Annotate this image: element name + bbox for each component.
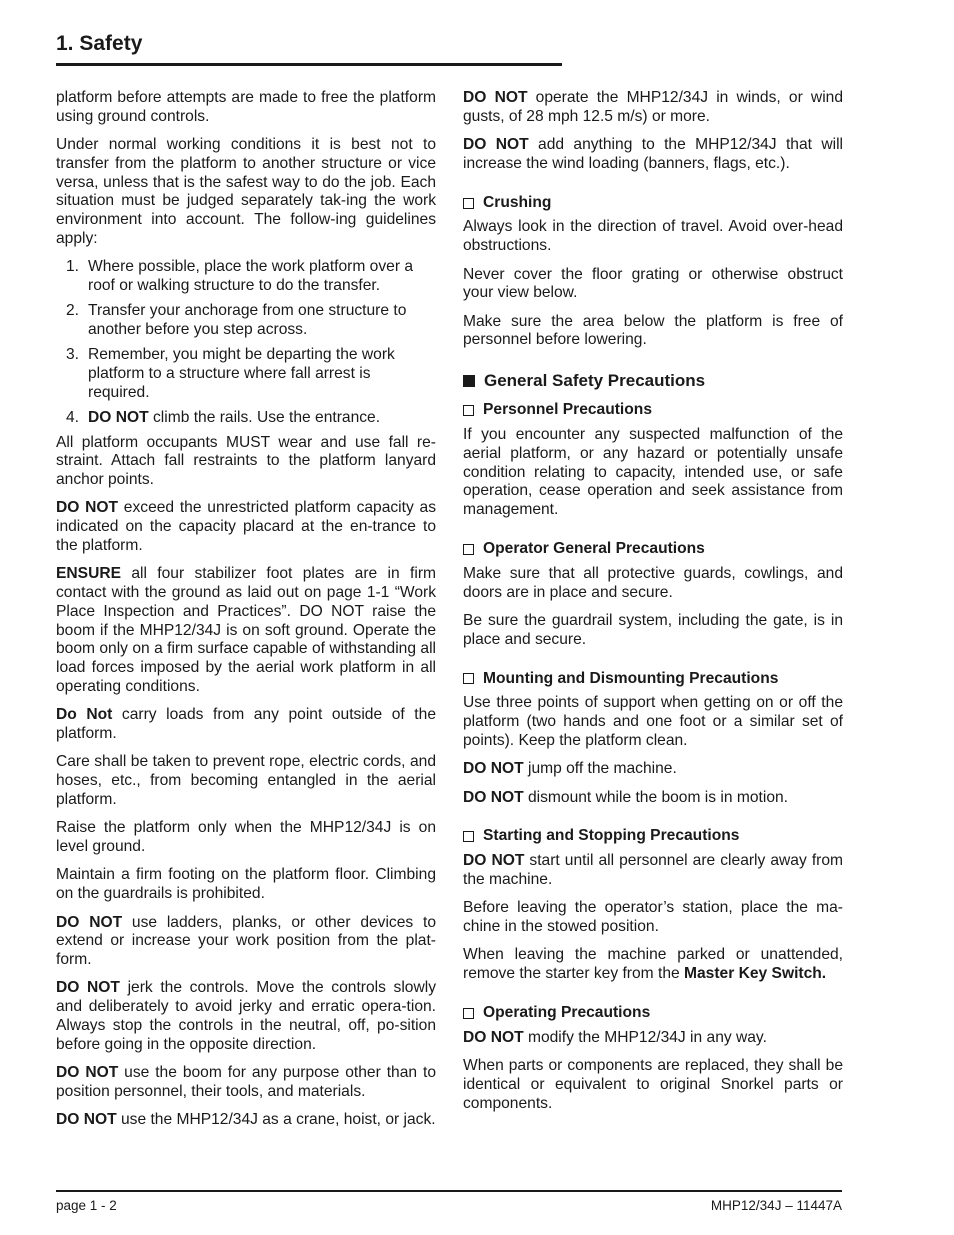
paragraph: DO NOT modify the MHP12/34J in any way. bbox=[463, 1028, 767, 1046]
list-item bbox=[56, 346, 436, 402]
emphasis: DO NOT bbox=[56, 499, 119, 517]
list-text: Remember, you might be departing the work platform to a structure where fall arrest is required. bbox=[88, 345, 395, 401]
page-title: 1. Safety bbox=[56, 32, 143, 55]
personnel-heading: Personnel Precautions bbox=[463, 401, 843, 420]
checkbox-square-icon bbox=[463, 831, 474, 842]
paragraph: ENSURE all four stabilizer foot plates are in firm contact with the ground as laid out on page 1-1 “Work Place Inspection and Practices”. DO NOT raise the boom if the MHP12/34J is on soft ground. Operate the boom only on a firm surface capable of withstanding all load forces imposed by the aerial work platform in all operating conditions. bbox=[56, 565, 436, 696]
paragraph: DO NOT jerk the controls. Move the controls slowly and deliberately to avoid jerky and erratic opera-tion. Always stop the controls in the neutral, off, po-sition before going in the opposite direction. bbox=[56, 979, 437, 1053]
paragraph: Care shall be taken to prevent rope, electric cords, and hoses, etc., from becoming entangled in the aerial platform. bbox=[56, 753, 436, 809]
operator-heading: Operator General Precautions bbox=[463, 540, 843, 559]
list-number: 4. bbox=[66, 408, 80, 426]
list-number: 3. bbox=[66, 345, 80, 363]
paragraph: Always look in the direction of travel. Avoid over-head obstructions. bbox=[463, 218, 843, 255]
paragraph: DO NOT use ladders, planks, or other devices to extend or increase your work position from the plat-form. bbox=[56, 913, 437, 969]
paragraph: Never cover the floor grating or otherwise obstruct your view below. bbox=[463, 265, 843, 302]
paragraph: Raise the platform only when the MHP12/34J is on level ground. bbox=[56, 819, 436, 856]
left-column bbox=[56, 89, 436, 1140]
paragraph: DO NOT operate the MHP12/34J in winds, or wind gusts, of 28 mph 12.5 m/s) or more. bbox=[463, 89, 843, 125]
crushing-heading: Crushing bbox=[463, 194, 843, 213]
paragraph: Before leaving the operator’s station, place the ma-chine in the stowed position. bbox=[463, 899, 843, 935]
paragraph: DO NOT dismount while the boom is in motion. bbox=[463, 788, 788, 806]
paragraph: All platform occupants MUST wear and use fall re-straint. Attach fall restraints to the platform lanyard anchor points. bbox=[56, 433, 436, 489]
paragraph: DO NOT use the boom for any purpose other than to position personnel, their tools, and materials. bbox=[56, 1064, 436, 1100]
paragraph: DO NOT start until all personnel are clearly away from the machine. bbox=[463, 852, 844, 888]
paragraph: When leaving the machine parked or unattended, remove the starter key from the Master Key Switch. bbox=[463, 946, 843, 983]
right-column bbox=[463, 89, 843, 1123]
emphasis: DO NOT bbox=[463, 852, 525, 870]
list-number: 1. bbox=[66, 258, 80, 276]
mounting-heading: Mounting and Dismounting Precautions bbox=[463, 670, 843, 689]
checkbox-square-icon bbox=[463, 1008, 474, 1019]
paragraph: Make sure that all protective guards, cowlings, and doors are in place and secure. bbox=[463, 564, 843, 601]
list-item bbox=[56, 302, 436, 340]
list-item bbox=[56, 409, 436, 428]
paragraph: Be sure the guardrail system, including the gate, is in place and secure. bbox=[463, 611, 843, 648]
emphasis: DO NOT bbox=[463, 1028, 524, 1046]
filled-square-icon bbox=[463, 375, 475, 387]
list-text: Where possible, place the work platform over a roof or walking structure to do the transfer. bbox=[88, 258, 414, 295]
paragraph: Do Not carry loads from any point outside of the platform. bbox=[56, 706, 436, 743]
paragraph: Under normal working conditions it is best not to transfer from the platform to another structure or vice versa, unless that is the safest way to do the job. Each situation must be judged separately tak-ing the work environment into account. The follow-ing guidelines apply: bbox=[56, 136, 436, 248]
emphasis: DO NOT bbox=[56, 1064, 119, 1082]
page-number: page 1 - 2 bbox=[56, 1198, 117, 1213]
checkbox-square-icon bbox=[463, 198, 474, 209]
paragraph: If you encounter any suspected malfunction of the aerial platform, or any hazard or potentially unsafe condition relating to capacity, intended use, or safe operation, cease operation and seek assistance from management. bbox=[463, 426, 843, 519]
emphasis: DO NOT bbox=[56, 979, 120, 997]
emphasis: Master Key Switch. bbox=[684, 965, 827, 983]
emphasis: DO NOT bbox=[463, 89, 528, 106]
paragraph: DO NOT add anything to the MHP12/34J that will increase the wind loading (banners, flags, etc.). bbox=[463, 136, 843, 172]
paragraph: DO NOT jump off the machine. bbox=[463, 760, 677, 778]
emphasis: DO NOT bbox=[56, 1111, 117, 1129]
document-id: MHP12/34J – 11447A bbox=[710, 1198, 842, 1213]
title-rule bbox=[56, 63, 562, 66]
paragraph: Use three points of support when getting on or off the platform (two hands and one foot or a similar set of points). Keep the platform clean. bbox=[463, 694, 843, 749]
checkbox-square-icon bbox=[463, 544, 474, 555]
emphasis: DO NOT bbox=[88, 408, 149, 426]
emphasis: DO NOT bbox=[463, 136, 529, 154]
checkbox-square-icon bbox=[463, 673, 474, 684]
paragraph: DO NOT exceed the unrestricted platform capacity as indicated on the capacity placard at the en-trance to the platform. bbox=[56, 499, 436, 554]
emphasis: DO NOT bbox=[463, 760, 524, 778]
paragraph: platform before attempts are made to free the platform using ground controls. bbox=[56, 89, 436, 125]
paragraph: Make sure the area below the platform is free of personnel before lowering. bbox=[463, 312, 843, 349]
emphasis: DO NOT bbox=[463, 788, 524, 806]
list-number: 2. bbox=[66, 302, 80, 320]
emphasis: ENSURE bbox=[56, 565, 121, 583]
footer-rule bbox=[56, 1190, 842, 1192]
list-text: Transfer your anchorage from one structure to another before you step across. bbox=[88, 302, 407, 338]
transfer-guidelines-list bbox=[56, 258, 436, 427]
paragraph: Maintain a firm footing on the platform floor. Climbing on the guardrails is prohibited. bbox=[56, 866, 436, 903]
list-text: climb the rails. Use the entrance. bbox=[148, 408, 381, 426]
starting-heading: Starting and Stopping Precautions bbox=[463, 827, 843, 846]
list-item bbox=[56, 258, 436, 296]
paragraph: When parts or components are replaced, they shall be identical or equivalent to original Snorkel parts or components. bbox=[463, 1056, 843, 1112]
emphasis: DO NOT bbox=[56, 913, 123, 931]
checkbox-square-icon bbox=[463, 405, 474, 416]
emphasis: Do Not bbox=[56, 706, 113, 724]
general-safety-heading: General Safety Precautions bbox=[463, 370, 843, 391]
paragraph: DO NOT use the MHP12/34J as a crane, hoist, or jack. bbox=[56, 1111, 436, 1129]
operating-heading: Operating Precautions bbox=[463, 1004, 843, 1023]
